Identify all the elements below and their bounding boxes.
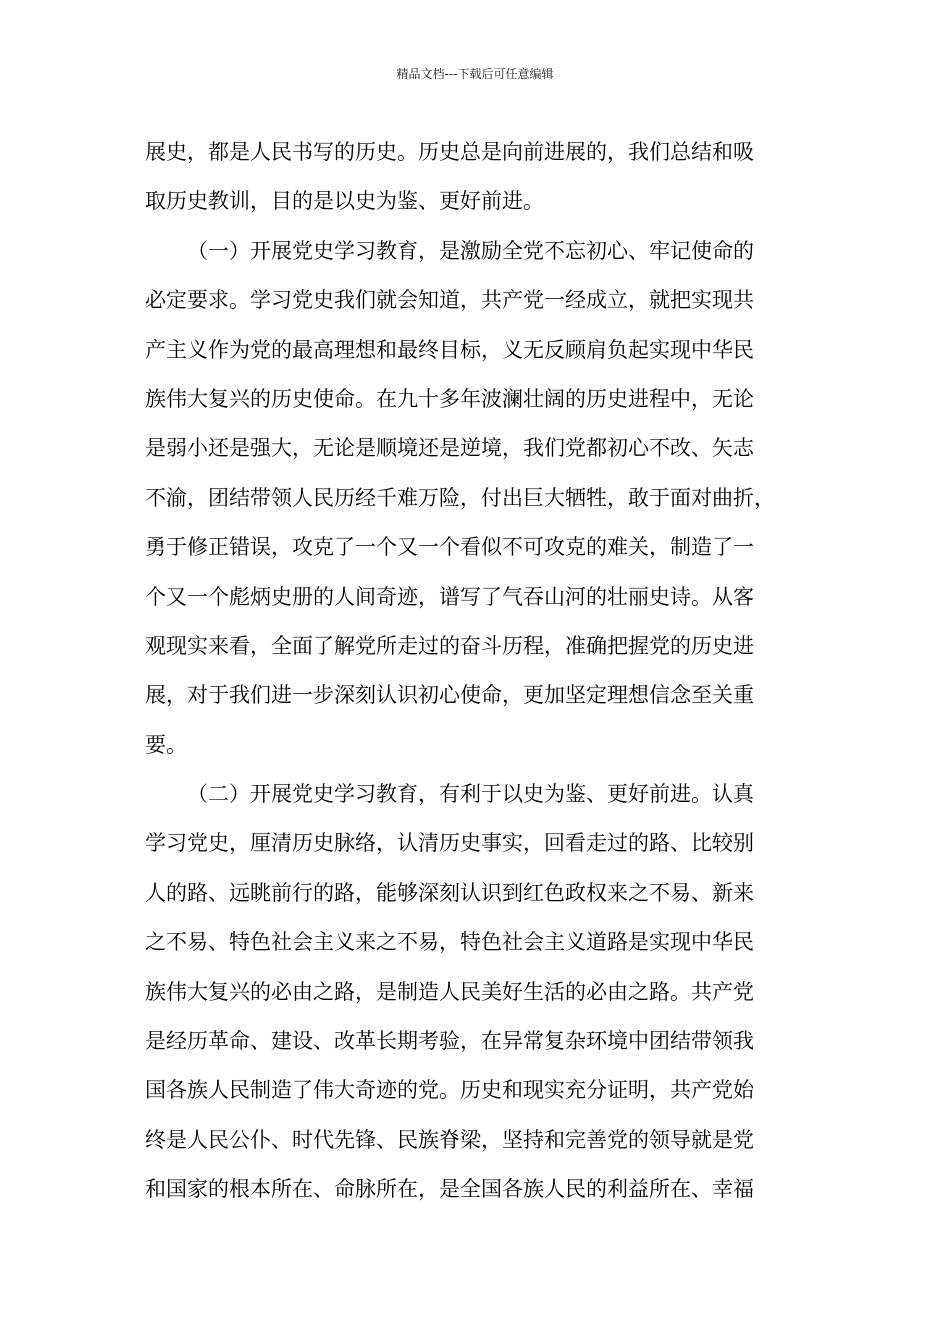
text-line: 取历史教训，目的是以史为鉴、更好前进。 <box>145 189 544 214</box>
text-line: 之不易、特色社会主义来之不易，特色社会主义道路是实现中华民 <box>145 930 754 955</box>
text-line: 勇于修正错误，攻克了一个又一个看似不可攻克的难关，制造了一 <box>145 535 754 560</box>
text-line: 和国家的根本所在、命脉所在，是全国各族人民的利益所在、幸福 <box>145 1177 754 1202</box>
document-body <box>145 128 825 1215</box>
text-line: 是弱小还是强大，无论是顺境还是逆境，我们党都初心不改、矢志 <box>145 436 754 461</box>
text-line: 必定要求。学习党史我们就会知道，共产党一经成立，就把实现共 <box>145 288 754 313</box>
text-line: （一）开展党史学习教育，是激励全党不忘初心、牢记使命的 <box>187 238 754 263</box>
page-header: 精品文档---下载后可任意编辑 <box>396 67 554 81</box>
text-line: 展，对于我们进一步深刻认识初心使命，更加坚定理想信念至关重 <box>145 683 754 708</box>
text-line: 个又一个彪炳史册的人间奇迹，谱写了气吞山河的壮丽史诗。从客 <box>145 584 754 609</box>
text-line: 族伟大复兴的必由之路，是制造人民美好生活的必由之路。共产党 <box>145 979 754 1004</box>
text-line: 产主义作为党的最高理想和最终目标，义无反顾肩负起实现中华民 <box>145 337 754 362</box>
text-line: 学习党史，厘清历史脉络，认清历史事实，回看走过的路、比较别 <box>145 831 754 856</box>
text-line: 是经历革命、建设、改革长期考验，在异常复杂环境中团结带领我 <box>145 1029 754 1054</box>
text-line: 不渝，团结带领人民历经千难万险，付出巨大牺牲，敢于面对曲折， <box>145 485 775 510</box>
text-line: 要。 <box>145 732 187 757</box>
text-line: 展史，都是人民书写的历史。历史总是向前进展的，我们总结和吸 <box>145 140 754 164</box>
text-line: 观现实来看，全面了解党所走过的奋斗历程，准确把握党的历史进 <box>145 633 754 658</box>
text-line: 国各族人民制造了伟大奇迹的党。历史和现实充分证明，共产党始 <box>145 1078 754 1103</box>
text-line: 终是人民公仆、时代先锋、民族脊梁，坚持和完善党的领导就是党 <box>145 1127 754 1152</box>
text-line: 人的路、远眺前行的路，能够深刻认识到红色政权来之不易、新来 <box>145 880 754 905</box>
text-line: （二）开展党史学习教育，有利于以史为鉴、更好前进。认真 <box>187 782 754 807</box>
text-line: 族伟大复兴的历史使命。在九十多年波澜壮阔的历史进程中，无论 <box>145 386 754 411</box>
